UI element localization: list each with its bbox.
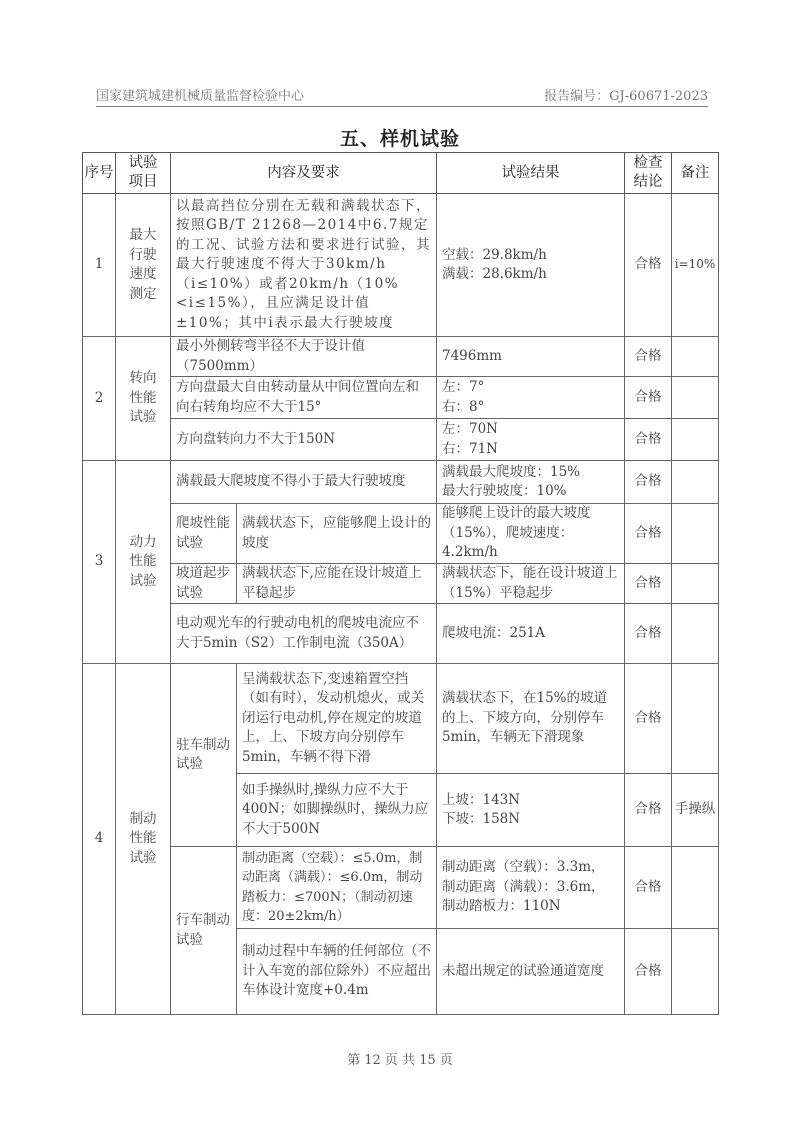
row-no: 4 bbox=[83, 664, 116, 1015]
row-note bbox=[672, 929, 719, 1015]
row-content: 方向盘转向力不大于150N bbox=[171, 419, 437, 461]
row-conclusion: 合格 bbox=[625, 461, 672, 504]
row-conclusion: 合格 bbox=[625, 604, 672, 664]
row-result: 上坡：143N 下坡：158N bbox=[437, 774, 625, 847]
row-result: 爬坡电流：251A bbox=[437, 604, 625, 664]
col-content: 内容及要求 bbox=[171, 153, 437, 194]
row-conclusion: 合格 bbox=[625, 929, 672, 1015]
sample-test-table bbox=[82, 152, 719, 1015]
row-conclusion: 合格 bbox=[625, 419, 672, 461]
report-number: 报告编号：GJ-60671-2023 bbox=[544, 89, 708, 104]
row-conclusion: 合格 bbox=[625, 664, 672, 774]
row-item: 最大行驶速度测定 bbox=[116, 194, 171, 337]
row-content: 最小外侧转弯半径不大于设计值（7500mm） bbox=[171, 337, 437, 377]
row-note bbox=[672, 504, 719, 564]
row-content: 电动观光车的行驶动电机的爬坡电流应不大于5min（S2）工作制电流（350A） bbox=[171, 604, 437, 664]
row-content: 呈满载状态下,变速箱置空挡（如有时），发动机熄火，或关闭运行电动机,停在规定的坡道上，上、下坡方向分别停车5min，车辆不得下滑 bbox=[237, 664, 437, 774]
section-title: 五、样机试验 bbox=[339, 128, 460, 150]
row-content: 制动过程中车辆的任何部位（不计入车宽的部位除外）不应超出车体设计宽度+0.4m bbox=[237, 929, 437, 1015]
page-number: 第 12 页 共 15 页 bbox=[347, 1053, 453, 1068]
row-conclusion: 合格 bbox=[625, 337, 672, 377]
row-result: 满载状态下，能在设计坡道上（15%）平稳起步 bbox=[437, 564, 625, 604]
table-row bbox=[83, 194, 719, 337]
col-no: 序号 bbox=[83, 153, 116, 194]
row-subitem: 爬坡性能试验 bbox=[171, 504, 237, 564]
row-item: 制动性能试验 bbox=[116, 664, 171, 1015]
table-row bbox=[83, 604, 719, 664]
row-result: 能够爬上设计的最大坡度（15%），爬坡速度：4.2km/h bbox=[437, 504, 625, 564]
row-result: 未超出规定的试验通道宽度 bbox=[437, 929, 625, 1015]
row-result: 空载：29.8km/h 满载：28.6km/h bbox=[437, 194, 625, 337]
row-note: i=10% bbox=[672, 194, 719, 337]
row-conclusion: 合格 bbox=[625, 774, 672, 847]
table-row bbox=[83, 377, 719, 419]
row-content: 满载最大爬坡度不得小于最大行驶坡度 bbox=[171, 461, 437, 504]
table-row bbox=[83, 337, 719, 377]
row-subitem: 坡道起步试验 bbox=[171, 564, 237, 604]
row-note bbox=[672, 564, 719, 604]
org-name: 国家建筑城建机械质量监督检验中心 bbox=[96, 89, 305, 104]
col-note: 备注 bbox=[672, 153, 719, 194]
col-item: 试验项目 bbox=[116, 153, 171, 194]
table-row bbox=[83, 564, 719, 604]
row-conclusion: 合格 bbox=[625, 194, 672, 337]
row-result: 左：7° 右：8° bbox=[437, 377, 625, 419]
row-item: 转向性能试验 bbox=[116, 337, 171, 461]
row-subitem: 行车制动试验 bbox=[171, 847, 237, 1015]
row-result: 满载最大爬坡度：15% 最大行驶坡度：10% bbox=[437, 461, 625, 504]
row-no: 1 bbox=[83, 194, 116, 337]
table-row bbox=[83, 504, 719, 564]
row-item: 动力性能试验 bbox=[116, 461, 171, 664]
row-conclusion: 合格 bbox=[625, 847, 672, 929]
row-note bbox=[672, 419, 719, 461]
col-conclusion: 检查结论 bbox=[625, 153, 672, 194]
row-content: 以最高挡位分别在无载和满载状态下，按照GB/T 21268—2014中6.7规定的工况、试验方法和要求进行试验，其最大行驶速度不得大于30km/h（i≤10%）或者20km/h（10%<i≤15%），且应满足设计值±10%；其中i表示最大行驶坡度 bbox=[171, 194, 437, 337]
row-content: 方向盘最大自由转动量从中间位置向左和向右转角均应不大于15° bbox=[171, 377, 437, 419]
row-conclusion: 合格 bbox=[625, 377, 672, 419]
row-no: 3 bbox=[83, 461, 116, 664]
row-conclusion: 合格 bbox=[625, 564, 672, 604]
row-note bbox=[672, 377, 719, 419]
page-header bbox=[96, 84, 708, 107]
row-note: 手操纵 bbox=[672, 774, 719, 847]
table-row bbox=[83, 461, 719, 504]
row-note bbox=[672, 847, 719, 929]
table-row bbox=[83, 419, 719, 461]
row-result: 左：70N 右：71N bbox=[437, 419, 625, 461]
row-no: 2 bbox=[83, 337, 116, 461]
row-conclusion: 合格 bbox=[625, 504, 672, 564]
row-content: 满载状态下，应能够爬上设计的坡度 bbox=[237, 504, 437, 564]
row-content: 如手操纵时,操纵力应不大于400N；如脚操纵时，操纵力应不大于500N bbox=[237, 774, 437, 847]
row-note bbox=[672, 461, 719, 504]
row-note bbox=[672, 604, 719, 664]
row-result: 制动距离（空载）：3.3m， 制动距离（满载）：3.6m， 制动踏板力：110N bbox=[437, 847, 625, 929]
row-result: 满载状态下，在15%的坡道的上、下坡方向，分别停车5min，车辆无下滑现象 bbox=[437, 664, 625, 774]
row-content: 制动距离（空载）：≤5.0m，制动距离（满载）：≤6.0m，制动踏板力：≤700N；（制动初速度：20±2km/h） bbox=[237, 847, 437, 929]
row-result: 7496mm bbox=[437, 337, 625, 377]
table-header-row bbox=[83, 153, 719, 194]
row-note bbox=[672, 664, 719, 774]
table-row bbox=[83, 664, 719, 774]
row-subitem: 驻车制动试验 bbox=[171, 664, 237, 847]
row-note bbox=[672, 337, 719, 377]
row-content: 满载状态下,应能在设计坡道上平稳起步 bbox=[237, 564, 437, 604]
col-result: 试验结果 bbox=[437, 153, 625, 194]
table-row bbox=[83, 847, 719, 929]
